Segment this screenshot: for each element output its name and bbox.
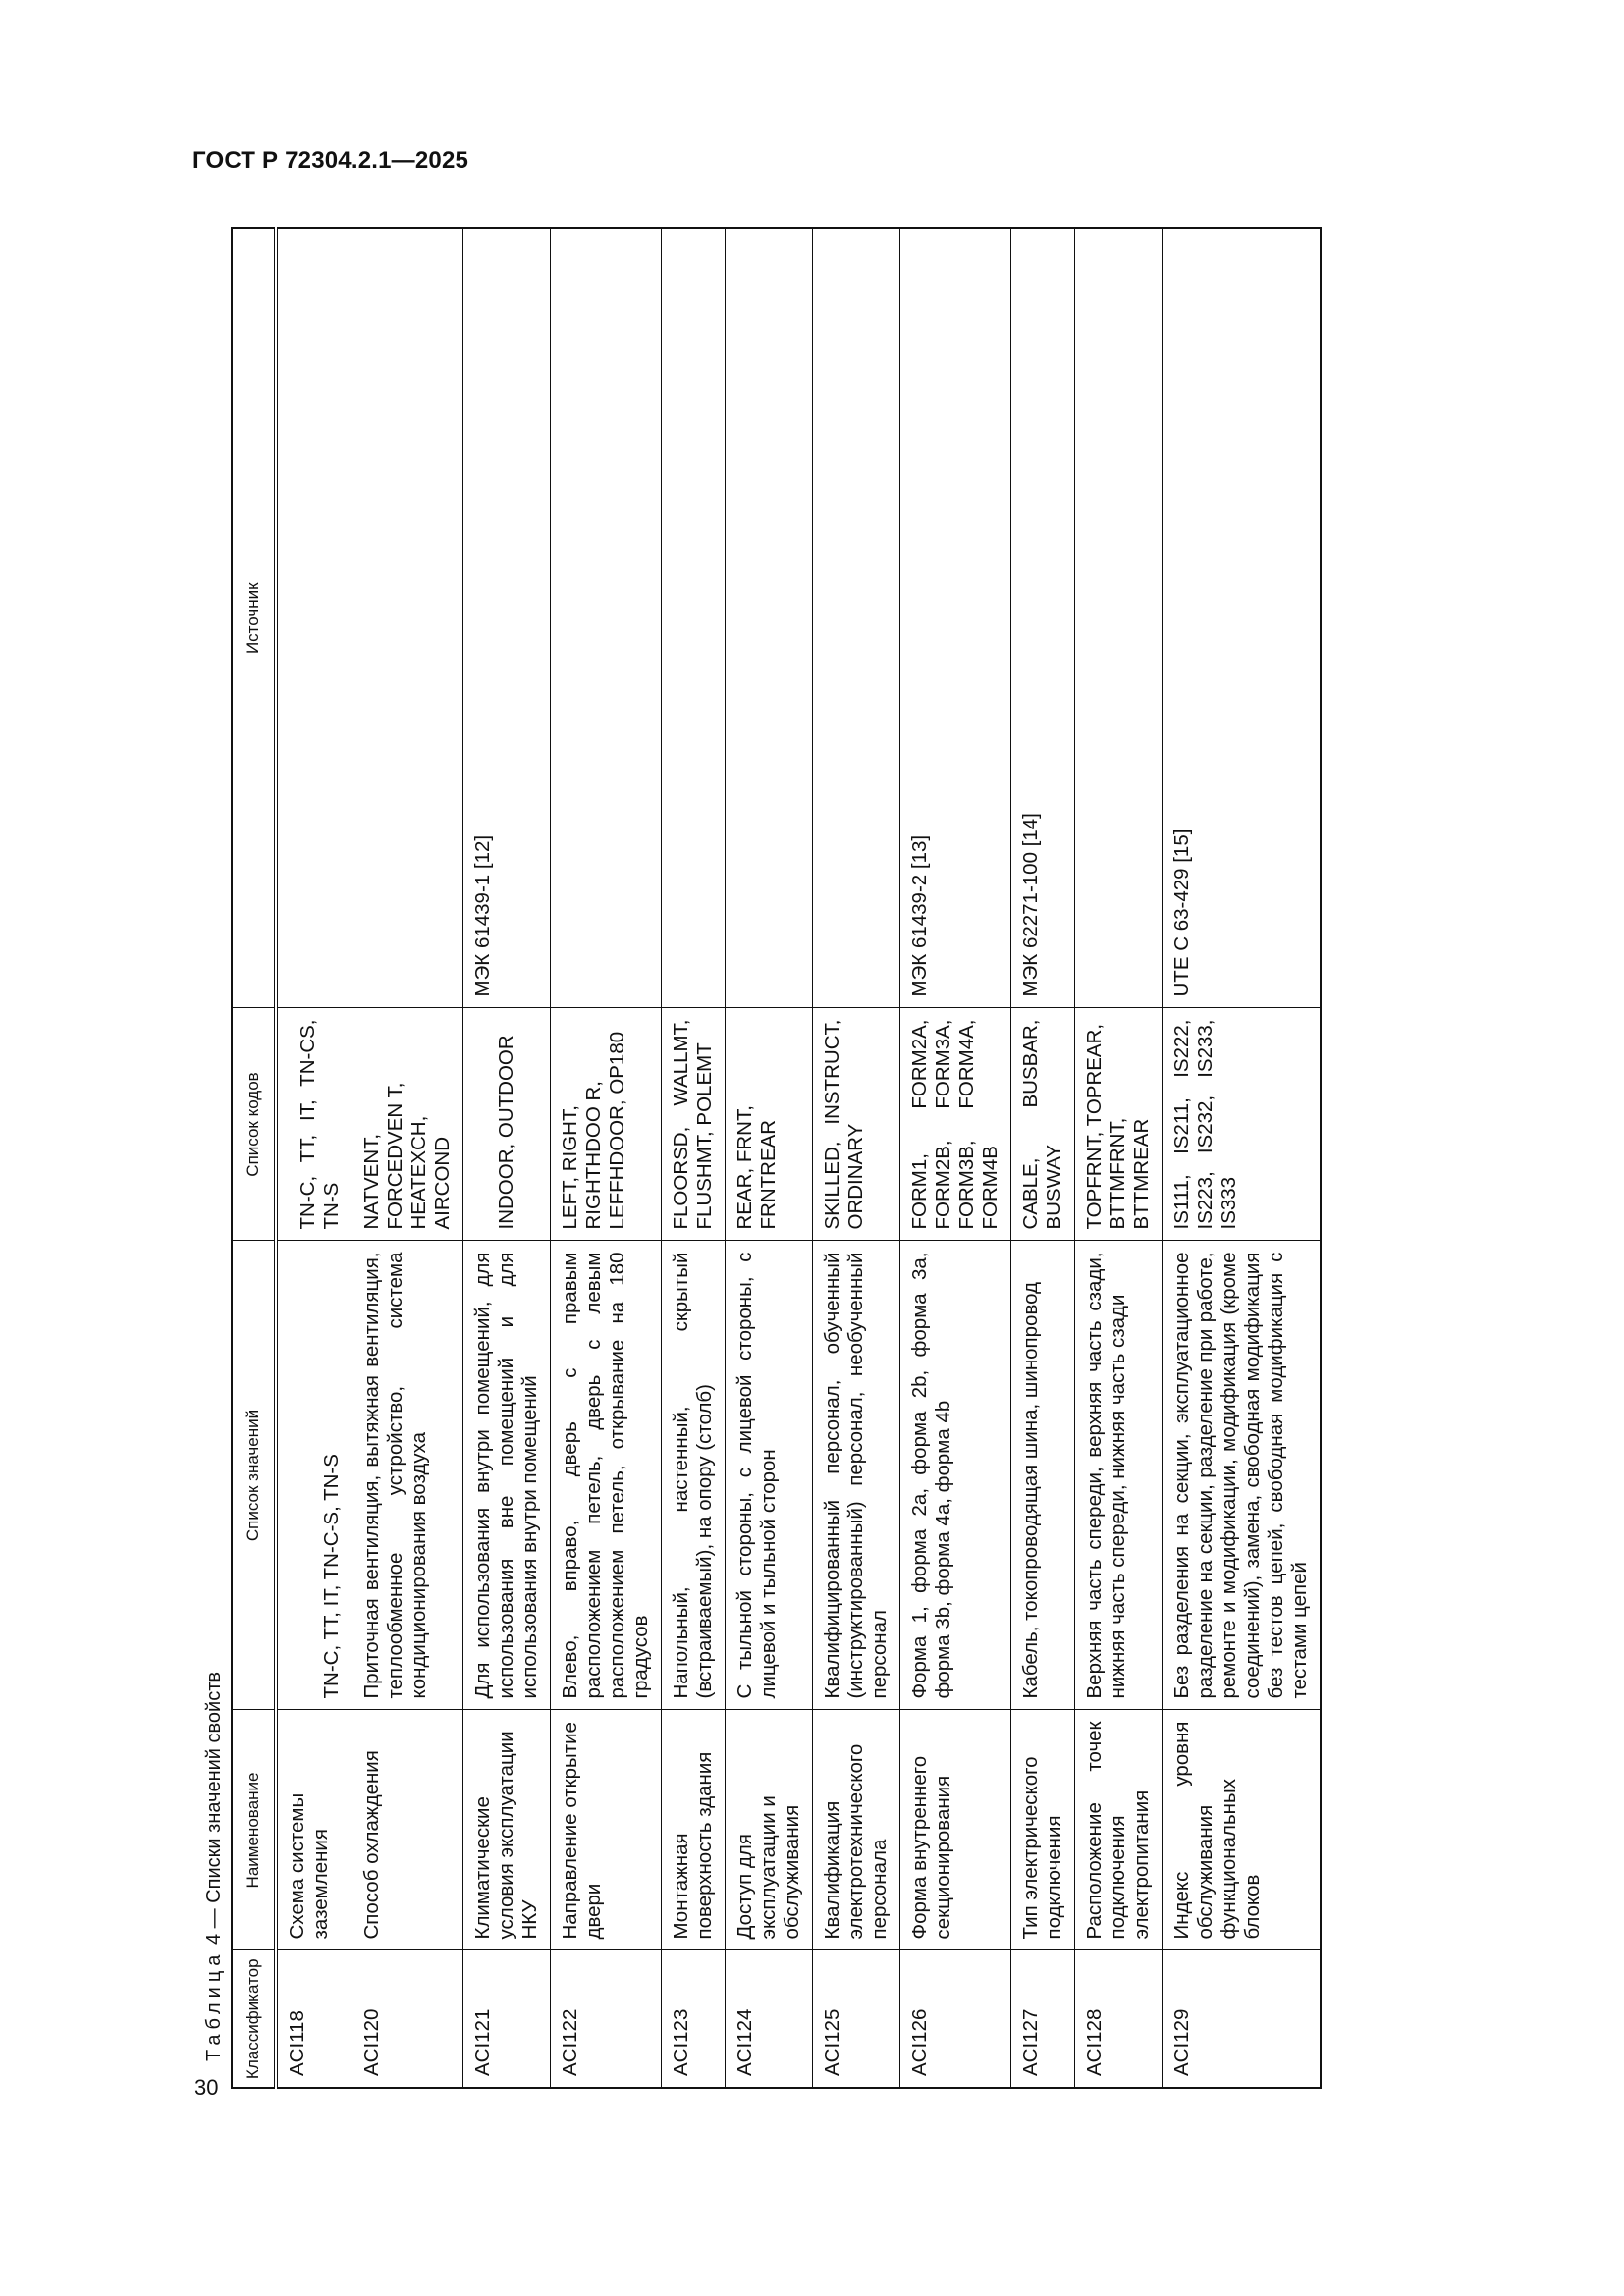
- table-row: [726, 228, 813, 2088]
- cell-values: Верхняя часть спереди, верхняя часть сзади, нижняя часть спереди, нижняя часть сзади: [1075, 1241, 1163, 1710]
- table-row: [813, 228, 900, 2088]
- table-title-prefix: Таблица: [203, 1949, 225, 2061]
- cell-values: Квалифицированный персонал, обученный (инструктированный) персонал, необученный персонал: [813, 1241, 900, 1710]
- table-row: [662, 228, 726, 2088]
- cell-source: [1075, 228, 1163, 1008]
- cell-codes: CABLE, BUSBAR, BUSWAY: [1011, 1008, 1075, 1241]
- table-row: [276, 228, 352, 2088]
- cell-values: Без разделения на секции, эксплуатационное разделение на секции, разделение при работе, ремонте и модификации, модификация (кроме соединений), замена, свободная модификация без тестов цепей, свободная модификация с тестами цепей: [1163, 1241, 1322, 1710]
- properties-table: [231, 227, 1322, 2089]
- col-header-source: Источник: [232, 228, 276, 1008]
- rotated-table-block: [198, 229, 1435, 2089]
- cell-codes: SKILLED, INSTRUCT, ORDINARY: [813, 1008, 900, 1241]
- cell-source: МЭК 62271-100 [14]: [1011, 228, 1075, 1008]
- table-row: [1163, 228, 1322, 2088]
- cell-values: С тыльной стороны, с лицевой стороны, с лицевой и тыльной сторон: [726, 1241, 813, 1710]
- cell-classifier: ACI127: [1011, 1950, 1075, 2088]
- cell-source: [352, 228, 463, 1008]
- cell-classifier: ACI125: [813, 1950, 900, 2088]
- table-row: [900, 228, 1011, 2088]
- col-header-values: Список значений: [232, 1241, 276, 1710]
- table-row: [1011, 228, 1075, 2088]
- cell-codes: FLOORSD, WALLMT, FLUSHMT, POLEMT: [662, 1008, 726, 1241]
- page-number: 30: [194, 2075, 219, 2100]
- cell-name: Направление открытие двери: [551, 1710, 662, 1950]
- cell-name: Монтажная поверхность здания: [662, 1710, 726, 1950]
- table-row: [463, 228, 551, 2088]
- table-title-caption: — Списки значений свойств: [203, 1671, 225, 1934]
- cell-classifier: ACI126: [900, 1950, 1011, 2088]
- cell-classifier: ACI129: [1163, 1950, 1322, 2088]
- cell-source: [662, 228, 726, 1008]
- cell-classifier: ACI123: [662, 1950, 726, 2088]
- cell-values: Кабель, токопроводящая шина, шинопровод: [1011, 1241, 1075, 1710]
- cell-classifier: ACI121: [463, 1950, 551, 2088]
- cell-source: МЭК 61439-1 [12]: [463, 228, 551, 1008]
- table-header-row: [232, 228, 276, 2088]
- cell-classifier: ACI128: [1075, 1950, 1163, 2088]
- cell-source: [813, 228, 900, 1008]
- cell-values: Влево, вправо, дверь с правым расположением петель, дверь с левым расположением петель, открывание на 180 градусов: [551, 1241, 662, 1710]
- cell-values: Напольный, настенный, скрытый (встраиваемый), на опору (столб): [662, 1241, 726, 1710]
- cell-name: Тип электрического подключения: [1011, 1710, 1075, 1950]
- table-row: [1075, 228, 1163, 2088]
- cell-source: UTE C 63-429 [15]: [1163, 228, 1322, 1008]
- cell-codes: FORM1, FORM2A, FORM2B, FORM3A, FORM3B, FORM4A, FORM4B: [900, 1008, 1011, 1241]
- table-row: [352, 228, 463, 2088]
- cell-name: Климатические условия эксплуатации НКУ: [463, 1710, 551, 1950]
- cell-name: Схема системы заземления: [276, 1710, 352, 1950]
- cell-codes: REAR, FRNT, FRNTREAR: [726, 1008, 813, 1241]
- cell-name: Квалификация электротехнического персонала: [813, 1710, 900, 1950]
- cell-codes: LEFT, RIGHT, RIGHTHDOO R, LEFFHDOOR, OP180: [551, 1008, 662, 1241]
- table-title-number: 4: [203, 1933, 225, 1946]
- cell-classifier: ACI124: [726, 1950, 813, 2088]
- cell-classifier: ACI122: [551, 1950, 662, 2088]
- cell-values: Приточная вентиляция, вытяжная вентиляция, теплообменное устройство, система кондиционирования воздуха: [352, 1241, 463, 1710]
- cell-codes: IS111, IS211, IS222, IS223, IS232, IS233, IS333: [1163, 1008, 1322, 1241]
- cell-source: [276, 228, 352, 1008]
- cell-source: [726, 228, 813, 1008]
- cell-classifier: ACI118: [276, 1950, 352, 2088]
- cell-values: TN-C, TT, IT, TN-C-S, TN-S: [276, 1241, 352, 1710]
- col-header-codes: Список кодов: [232, 1008, 276, 1241]
- cell-classifier: ACI120: [352, 1950, 463, 2088]
- table-title: [198, 229, 231, 2089]
- cell-codes: NATVENT, FORCEDVEN T, HEATEXCH, AIRCOND: [352, 1008, 463, 1241]
- col-header-name: Наименование: [232, 1710, 276, 1950]
- document-header: ГОСТ Р 72304.2.1—2025: [192, 147, 469, 174]
- cell-source: [551, 228, 662, 1008]
- cell-values: Форма 1, форма 2a, форма 2b, форма 3a, форма 3b, форма 4a, форма 4b: [900, 1241, 1011, 1710]
- cell-name: Расположение точек подключения электропитания: [1075, 1710, 1163, 1950]
- cell-codes: INDOOR, OUTDOOR: [463, 1008, 551, 1241]
- cell-values: Для использования внутри помещений, для использования вне помещений и для использования внутри помещений: [463, 1241, 551, 1710]
- cell-codes: TOPFRNT, TOPREAR, BTTMFRNT, BTTMREAR: [1075, 1008, 1163, 1241]
- cell-codes: TN-C, TT, IT, TN-CS, TN-S: [276, 1008, 352, 1241]
- table-row: [551, 228, 662, 2088]
- col-header-classifier: Классификатор: [232, 1950, 276, 2088]
- cell-name: Форма внутреннего секционирования: [900, 1710, 1011, 1950]
- cell-name: Доступ для эксплуатации и обслуживания: [726, 1710, 813, 1950]
- cell-source: МЭК 61439-2 [13]: [900, 228, 1011, 1008]
- cell-name: Способ охлаждения: [352, 1710, 463, 1950]
- cell-name: Индекс уровня обслуживания функциональных блоков: [1163, 1710, 1322, 1950]
